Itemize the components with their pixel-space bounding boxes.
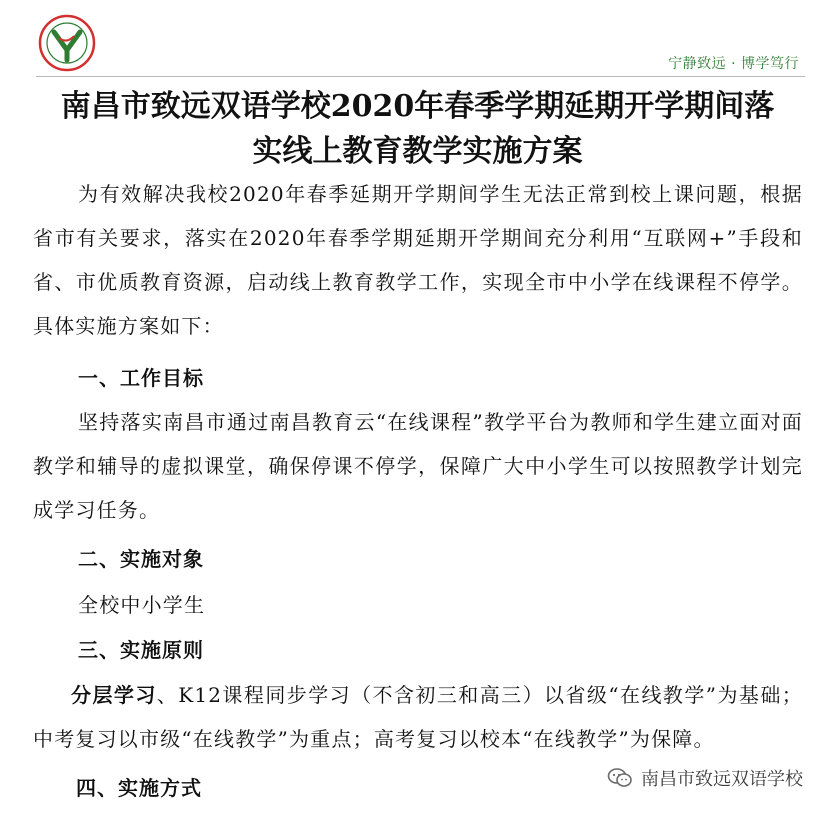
section-heading-targets: 二、实施对象 [78, 547, 204, 571]
title-line-2: 实线上教育教学实施方案 [252, 134, 583, 169]
school-motto: 宁静致远 · 博学笃行 [668, 56, 799, 72]
school-logo [38, 14, 96, 72]
wechat-official-account-icon [607, 767, 633, 789]
section-heading-goals: 一、工作目标 [78, 366, 204, 390]
principle-lead: 分层学习 [71, 683, 157, 707]
principle-text: 、K12课程同步学习（不含初三和高三）以省级“在线教学”为基础；中考复习以市级“在线教学”为重点；高考复习以校本“在线教学”为保障。 [33, 683, 803, 751]
section-heading-methods: 四、实施方式 [76, 776, 202, 800]
section-body-goals: 坚持落实南昌市通过南昌教育云“在线课程”教学平台为教师和学生建立面对面教学和辅导的虚拟课堂，确保停课不停学，保障广大中小学生可以按照教学计划完成学习任务。 [33, 410, 803, 522]
wechat-watermark [603, 765, 807, 791]
section-body-principles [33, 673, 803, 761]
intro-paragraph: 为有效解决我校2020年春季延期开学期间学生无法正常到校上课问题，根据省市有关要求，落实在2020年春季学期延期开学期间充分利用“互联网+”手段和省、市优质教育资源，启动线上教育教学工作，实现全市中小学在线课程不停学。具体实施方案如下： [33, 182, 803, 338]
document-title [30, 84, 805, 174]
section-body-targets: 全校中小学生 [78, 593, 206, 617]
section-heading-principles: 三、实施原则 [78, 638, 204, 662]
title-line-1: 南昌市致远双语学校2020年春季学期延期开学期间落 [60, 89, 775, 124]
header-divider [36, 76, 805, 77]
watermark-text: 南昌市致远双语学校 [641, 769, 803, 790]
